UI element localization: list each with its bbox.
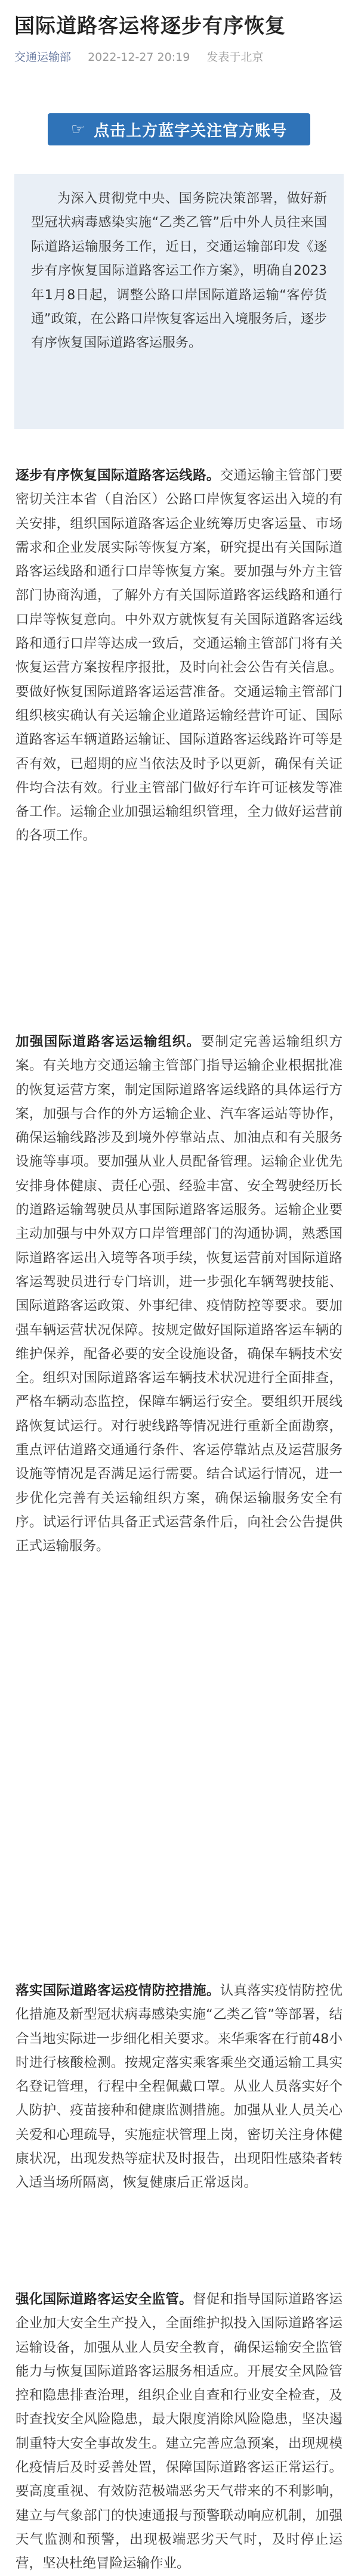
publish-date: 2022-12-27 20:19 — [88, 51, 190, 64]
section-lead: 落实国际道路客运疫情防控措施。 — [16, 1983, 220, 1998]
section-epidemic-prevention — [14, 1979, 344, 2195]
section-lead: 强化国际道路客运安全监管。 — [16, 2292, 193, 2307]
article-meta — [14, 49, 344, 66]
section-resume-routes — [14, 464, 344, 848]
follow-banner-label: 点击上方蓝字关注官方账号 — [94, 122, 288, 140]
publish-location: 发表于北京 — [206, 51, 264, 64]
section-paragraph — [16, 2288, 342, 2576]
section-safety-supervision — [14, 2288, 344, 2576]
intro-text: 为深入贯彻党中央、国务院决策部署，做好新型冠状病毒感染实施“乙类乙管”后中外人员往来国际道路运输服务工作，近日，交通运输部印发《逐步有序恢复国际道路客运工作方案》，明确自2023年1月8日起，调整公路口岸国际道路运输“客停货通”政策，在公路口岸恢复客运出入境服务后，逐步有序恢复国际道路客运服务。 — [31, 191, 327, 351]
section-body: 要制定完善运输组织方案。有关地方交通运输主管部门指导运输企业根据批准的恢复运营方案，制定国际道路客运线路的具体运行方案，加强与合作的外方运输企业、汽车客运站等协作，确保运输线路涉及到境外停靠站点、加油点和有关服务设施等事项。要加强从业人员配备管理。运输企业优先安排身体健康、责任心强、经验丰富、安全驾驶经历长的道路运输驾驶员从事国际道路客运服务。运输企业要主动加强与中外双方口岸管理部门的沟通协调，熟悉国际道路客运出入境等各项手续，恢复运营前对国际道路客运驾驶员进行专门培训，进一步强化车辆驾驶技能、国际道路客运政策、外事纪律、疫情防控等要求。要加强车辆运营状况保障。按规定做好国际道路客运车辆的维护保养，配备必要的安全设施设备，确保车辆技术安全。组织对国际道路客运车辆技术状况进行全面排查，严格车辆动态监控，保障车辆运行安全。要组织开展线路恢复试运行。对行驶线路等情况进行重新全面勘察，重点评估道路交通通行条件、客运停靠站点及运营服务设施等情况是否满足运行需要。结合试运行情况，进一步优化完善有关运输组织方案，确保运输服务安全有序。试运行评估具备正式运营条件后，向社会公告提供正式运输服务。 — [16, 1034, 342, 1554]
section-body: 认真落实疫情防控优化措施及新型冠状病毒感染实施“乙类乙管”等部署，结合当地实际进一步细化相关要求。来华乘客在行前48小时进行核酸检测。按规定落实乘客乘坐交通运输工具实名登记管理，行程中全程佩戴口罩。从业人员落实好个人防护、疫苗接种和健康监测措施。加强从业人员关心关爱和心理疏导，实施症状管理上岗，密切关注身体健康状况，出现发热等症状及时报告，出现阳性感染者转入适当场所隔离，恢复健康后正常返岗。 — [16, 1983, 342, 2191]
section-transport-organization — [14, 1030, 344, 1559]
section-lead: 逐步有序恢复国际道路客运线路。 — [16, 468, 220, 483]
section-lead: 加强国际道路客运运输组织。 — [16, 1034, 201, 1050]
section-paragraph — [16, 1979, 342, 2195]
account-name-link[interactable]: 交通运输部 — [14, 51, 72, 64]
section-body: 交通运输主管部门要密切关注本省（自治区）公路口岸恢复客运出入境的有关安排，组织国际道路客运企业统筹历史客运量、市场需求和企业发展实际等恢复方案，研究提出有关国际道路客运线路和通行口岸等恢复方案。要加强与外方主管部门协商沟通，了解外方有关国际道路客运线路和通行口岸等恢复意向。中外双方就恢复有关国际道路客运线路和通行口岸等达成一致后，交通运输主管部门将有关恢复运营方案按程序报批，及时向社会公告有关信息。要做好恢复国际道路客运运营准备。交通运输主管部门组织核实确认有关运输企业道路运输经营许可证、国际道路客运车辆道路运输证、国际道路客运线路许可等是否有效，已超期的应当依法及时予以更新，确保有关证件均合法有效。行业主管部门做好行车许可证核发等准备工作。运输企业加强运输组织管理，全力做好运营前的各项工作。 — [16, 468, 342, 844]
section-paragraph — [16, 1030, 342, 1559]
article-title: 国际道路客运将逐步有序恢复 — [14, 14, 286, 38]
intro-box — [14, 174, 344, 429]
follow-banner[interactable] — [48, 113, 310, 145]
section-paragraph — [16, 464, 342, 848]
section-body: 督促和指导国际道路客运企业加大安全生产投入，全面维护拟投入国际道路客运运输设备，加强从业人员安全教育，确保运输安全监管能力与恢复国际道路客运服务相适应。开展安全风险管控和隐患排查治理，组织企业自查和行业安全检查，及时查找安全风险隐患，最大限度消除风险隐患，坚决遏制重特大安全事故发生。建立完善应急预案，出现规模化疫情后及时妥善处置，保障国际道路客运正常运行。要高度重视、有效防范极端恶劣天气带来的不利影响，建立与气象部门的快速通报与预警联动响应机制，加强天气监测和预警，出现极端恶劣天气时，及时停止运营，坚决杜绝冒险运输作业。 — [16, 2292, 342, 2572]
pointing-hand-icon: ☞ — [70, 120, 86, 138]
